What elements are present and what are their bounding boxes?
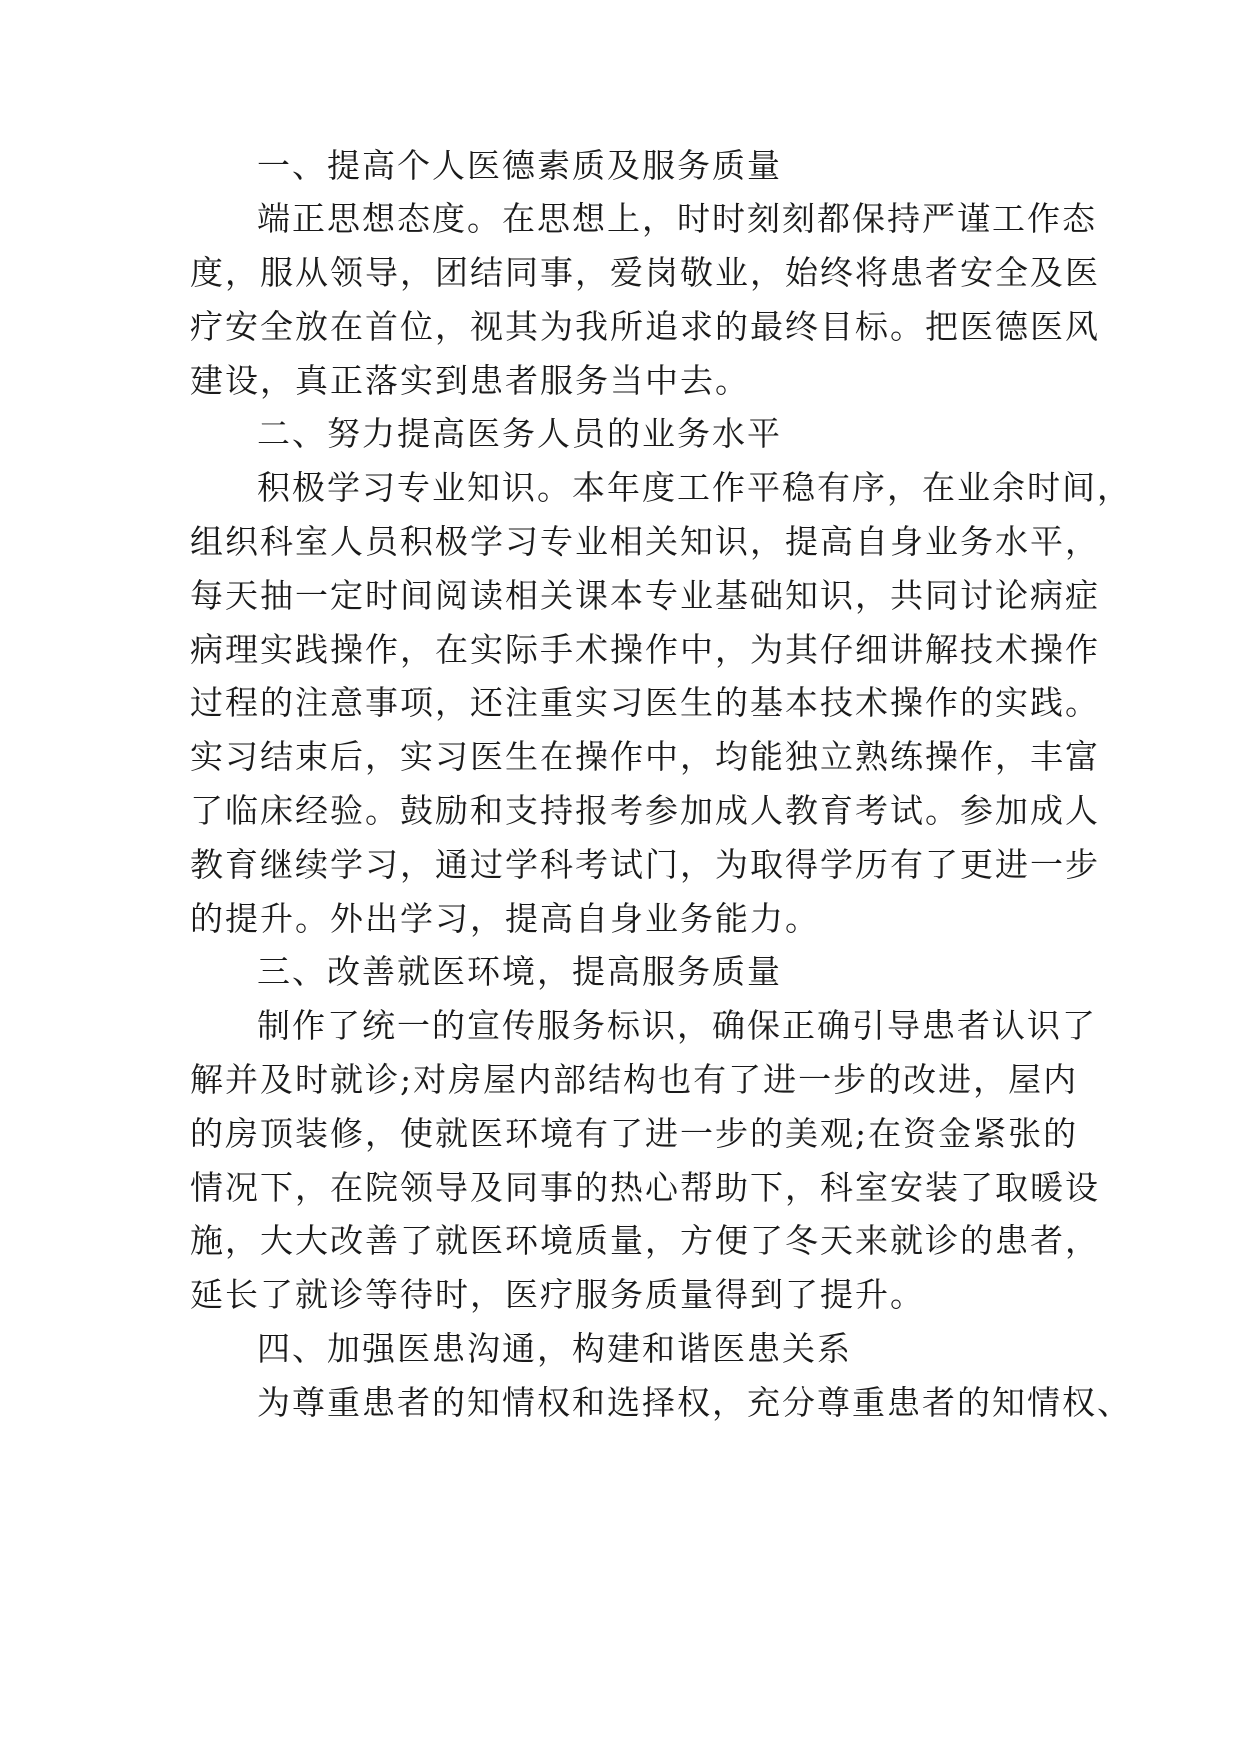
section-2-line-2: 组织科室人员积极学习专业相关知识，提高自身业务水平， (190, 522, 1100, 561)
section-2-line-6: 实习结束后，实习医生在操作中，均能独立熟练操作，丰富 (190, 737, 1100, 776)
section-3-line-4: 情况下，在院领导及同事的热心帮助下，科室安装了取暖设 (190, 1168, 1100, 1207)
section-4-line-1: 为尊重患者的知情权和选择权，充分尊重患者的知情权、 (257, 1383, 1132, 1422)
section-2-line-9: 的提升。外出学习，提高自身业务能力。 (190, 899, 820, 938)
section-3-line-2: 解并及时就诊;对房屋内部结构也有了进一步的改进，屋内 (190, 1060, 1079, 1099)
section-3-line-5: 施，大大改善了就医环境质量，方便了冬天来就诊的患者， (190, 1221, 1100, 1260)
section-2-line-1: 积极学习专业知识。本年度工作平稳有序，在业余时间， (257, 468, 1132, 507)
section-1-line-1: 端正思想态度。在思想上，时时刻刻都保持严谨工作态 (257, 199, 1097, 238)
section-4-heading: 四、加强医患沟通，构建和谐医患关系 (257, 1329, 852, 1368)
section-2-line-5: 过程的注意事项，还注重实习医生的基本技术操作的实践。 (190, 683, 1100, 722)
section-2-line-3: 每天抽一定时间阅读相关课本专业基础知识，共同讨论病症 (190, 576, 1100, 615)
section-3-line-6: 延长了就诊等待时，医疗服务质量得到了提升。 (190, 1275, 925, 1314)
section-2-line-8: 教育继续学习，通过学科考试门，为取得学历有了更进一步 (190, 845, 1100, 884)
section-1-line-2: 度，服从领导，团结同事，爱岗敬业，始终将患者安全及医 (190, 253, 1100, 292)
section-1-line-4: 建设，真正落实到患者服务当中去。 (190, 361, 750, 400)
section-3-line-3: 的房顶装修，使就医环境有了进一步的美观;在资金紧张的 (190, 1114, 1079, 1153)
section-2-line-7: 了临床经验。鼓励和支持报考参加成人教育考试。参加成人 (190, 791, 1100, 830)
section-3-heading: 三、改善就医环境，提高服务质量 (257, 952, 782, 991)
section-1-heading: 一、提高个人医德素质及服务质量 (257, 146, 782, 185)
section-3-line-1: 制作了统一的宣传服务标识，确保正确引导患者认识了 (257, 1006, 1097, 1045)
section-2-line-4: 病理实践操作，在实际手术操作中，为其仔细讲解技术操作 (190, 630, 1100, 669)
section-2-heading: 二、努力提高医务人员的业务水平 (257, 414, 782, 453)
section-1-line-3: 疗安全放在首位，视其为我所追求的最终目标。把医德医风 (190, 307, 1100, 346)
